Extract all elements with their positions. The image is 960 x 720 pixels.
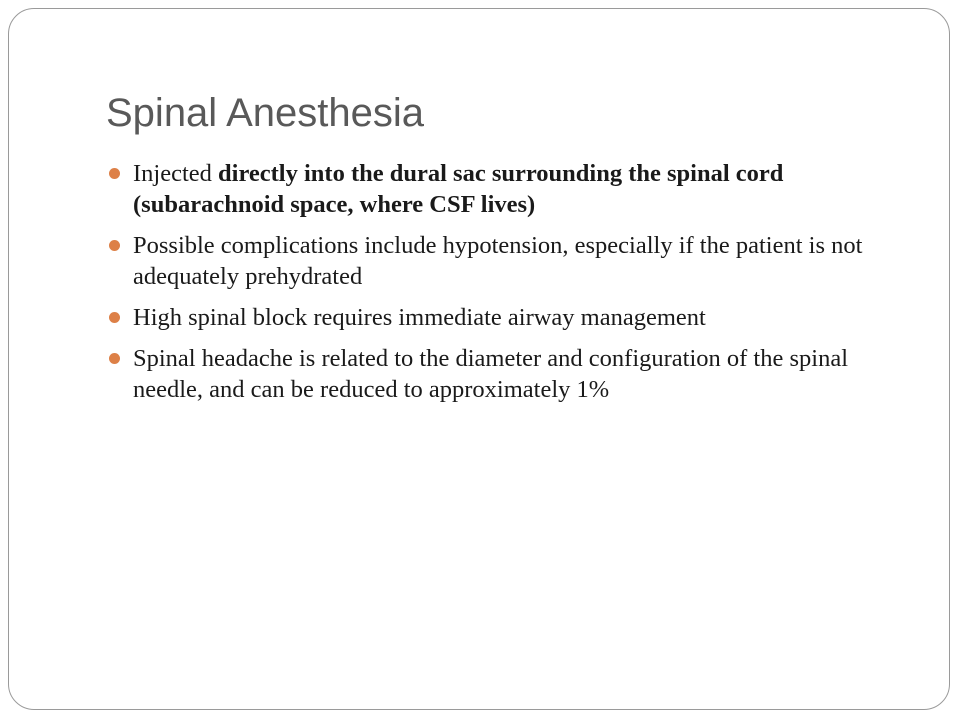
bullet-dot-icon [109,168,120,179]
bullet-item-injection [106,158,906,220]
bullet-dot-icon [109,353,120,364]
bullet-item-complications [106,230,906,292]
bullet-item-spinal-headache [106,343,906,405]
bullet-item-high-spinal-block [106,302,906,333]
bullet-emphasis-text: directly into the dural sac surrounding the spinal cord (subarachnoid space, where CSF lives) [133,160,784,218]
bullet-lead-text: Injected [133,160,212,187]
bullet-dot-icon [109,312,120,323]
bullet-text: Possible complications include hypotension, especially if the patient is not adequately prehydrated [133,232,863,290]
slide-title: Spinal Anesthesia [106,91,425,135]
bullet-list [106,158,906,415]
bullet-text: High spinal block requires immediate airway management [133,304,706,331]
bullet-dot-icon [109,240,120,251]
bullet-text: Spinal headache is related to the diameter and configuration of the spinal needle, and can be reduced to approximately 1% [133,345,849,403]
